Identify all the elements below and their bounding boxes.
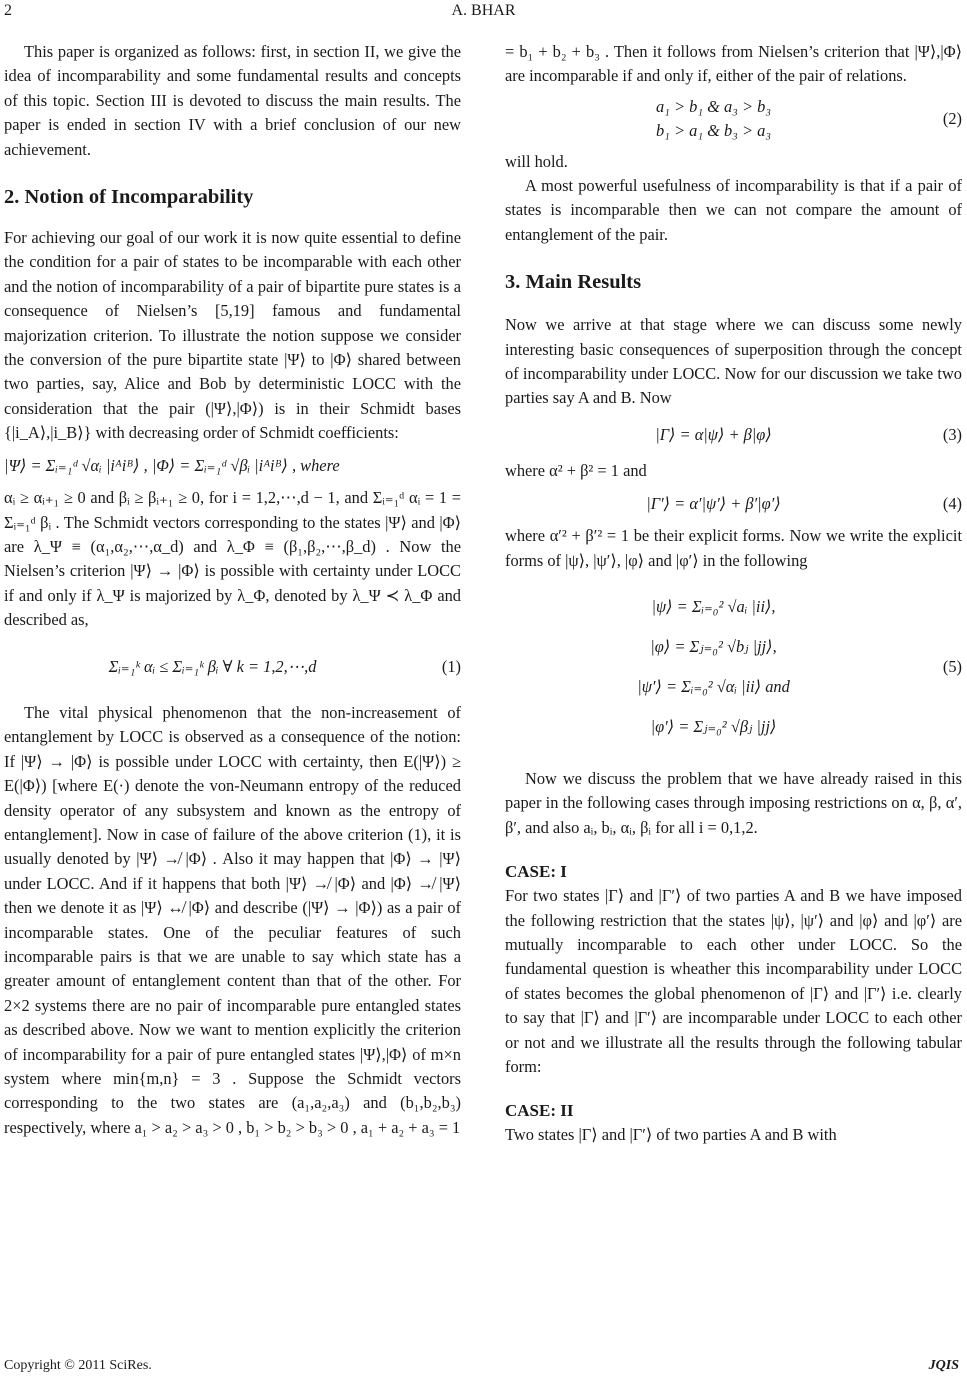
equation-1 [4, 655, 461, 679]
states-equation: |Ψ⟩ = Σᵢ₌₁ᵈ √αᵢ |iᴬiᴮ⟩ , |Φ⟩ = Σᵢ₌₁ᵈ √βᵢ |iᴬiᴮ⟩ , where [4, 455, 340, 475]
equation-2-number: (2) [942, 109, 962, 129]
left-column [4, 40, 461, 1140]
equation-1-body: Σᵢ₌₁ᵏ αᵢ ≤ Σᵢ₌₁ᵏ βᵢ ∀ k = 1,2,⋯,d [108, 656, 317, 676]
arrive-paragraph: Now we arrive at that stage where we can discuss some newly interesting basic consequences of superposition through the concept of incomparability under LOCC. Now for our discussion we take two parties say A and B. Now [505, 315, 962, 408]
where-2-paragraph: where α′² + β′² = 1 be their explicit forms. Now we write the explicit forms of |ψ⟩, |ψ′⟩, |φ⟩ and |φ′⟩ in the following [505, 526, 962, 570]
where-1-text: where α² + β² = 1 and [505, 461, 647, 481]
equation-4 [505, 492, 962, 516]
case-2-paragraph: Two states |Γ⟩ and |Γ′⟩ of two parties A and B with [505, 1125, 837, 1145]
equation-4-body: |Γ′⟩ = α′|ψ′⟩ + β′|φ′⟩ [646, 493, 781, 513]
equation-3-number: (3) [942, 424, 962, 444]
case-1-paragraph: For two states |Γ⟩ and |Γ′⟩ of two parties A and B we have imposed the following restriction that the states |ψ⟩, |ψ′⟩ and |φ⟩ and |φ′⟩ are mutually incomparable to each other under LOCC. So the fundamental question is wheather this incomparability under LOCC of states becomes the global phenomenon of |Γ⟩ and |Γ′⟩ i.e. clearly to say that |Γ⟩ and |Γ′⟩ are incomparable under LOCC to each other or not and we illustrate all the results through the following tabular form: [505, 886, 962, 1076]
conditions-paragraph: αᵢ ≥ αᵢ₊₁ ≥ 0 and βᵢ ≥ βᵢ₊₁ ≥ 0, for i = 1,2,⋯,d − 1, and Σᵢ₌₁ᵈ αᵢ = 1 = Σᵢ₌₁ᵈ βᵢ . The Schmidt vectors corresponding to the states |Ψ⟩ and |Φ⟩ are λ_Ψ ≡ (α₁,α₂,⋯,α_d) and λ_Φ ≡ (β₁,β₂,⋯,β_d) . Now the Nielsen’s criterion |Ψ⟩ → |Φ⟩ is possible with certainty under LOCC if and only if λ_Ψ is majorized by λ_Φ, denoted by λ_Ψ ≺ λ_Φ and described as, [4, 488, 461, 630]
equation-1-number: (1) [441, 656, 461, 676]
will-hold-text: will hold. [505, 151, 568, 171]
equation-2 [505, 95, 962, 144]
equation-2-line-2: b₁ > a₁ & b₃ > a₃ [655, 121, 772, 141]
equation-5-line-1: |ψ⟩ = Σᵢ₌₀² √aᵢ |ii⟩, [651, 596, 776, 616]
equation-5-line-2: |φ⟩ = Σⱼ₌₀² √bⱼ |jj⟩, [650, 636, 777, 656]
equation-5 [505, 587, 962, 747]
notion-paragraph: For achieving our goal of our work it is now quite essential to define the condition for a pair of states to be incomparable with each other and the notion of incomparability of a pair of bipartite pure states is a consequence of Nielsen’s [5,19] famous and fundamental majorization criterion. To illustrate the notion suppose we consider the conversion of the pure bipartite state |Ψ⟩ to |Φ⟩ shared between two parties, say, Alice and Bob by deterministic LOCC with the consideration that the pair (|Ψ⟩,|Φ⟩) is in their Schmidt bases {|i_A⟩,|i_B⟩} with decreasing order of Schmidt coefficients: [4, 228, 461, 443]
continuation-paragraph: = b₁ + b₂ + b₃ . Then it follows from Nielsen’s criterion that |Ψ⟩,|Φ⟩ are incomparable if and only if, either of the pair of relations. [505, 42, 962, 86]
equation-3 [505, 423, 962, 447]
equation-3-body: |Γ⟩ = α|ψ⟩ + β|φ⟩ [655, 424, 772, 444]
discuss-paragraph: Now we discuss the problem that we have already raised in this paper in the following cases through imposing restrictions on α, β, α′, β′, and also aᵢ, bᵢ, αᵢ, βᵢ for all i = 0,1,2. [505, 768, 962, 837]
section-2-heading: 2. Notion of Incomparability [4, 186, 254, 209]
section-3-heading: 3. Main Results [505, 271, 642, 294]
case-1-heading: CASE: I [505, 862, 567, 882]
case-2-heading: CASE: II [505, 1101, 574, 1121]
page-number: 2 [4, 2, 12, 19]
right-column [505, 40, 962, 1148]
copyright-footer: Copyright © 2011 SciRes. [4, 1358, 152, 1373]
intro-paragraph: This paper is organized as follows: first, in section II, we give the idea of incomparability and some fundamental results and concepts of this topic. Section III is devoted to discuss the main results. The paper is ended in section IV with a brief conclusion of our new achievement. [4, 42, 461, 159]
equation-5-number: (5) [942, 656, 962, 676]
equation-5-line-3: |ψ′⟩ = Σᵢ₌₀² √αᵢ |ii⟩ and [637, 676, 790, 696]
running-head: A. BHAR [451, 2, 516, 19]
equation-5-line-4: |φ′⟩ = Σⱼ₌₀² √βⱼ |jj⟩ [650, 716, 777, 736]
equation-4-number: (4) [942, 493, 962, 513]
powerful-paragraph: A most powerful usefulness of incomparability is that if a pair of states is incomparable then we can not compare the amount of entanglement of the pair. [505, 176, 962, 244]
journal-footer: JQIS [928, 1358, 959, 1373]
vital-paragraph: The vital physical phenomenon that the non-increasement of entanglement by LOCC is observed as a consequence of the notion: If |Ψ⟩ → |Φ⟩ is possible under LOCC with certainty, then E(|Ψ⟩) ≥ E(|Φ⟩) [where E(·) denote the von-Neumann entropy of the reduced density operator of any subsystem and known as the entropy of entanglement]. Now in case of failure of the above criterion (1), it is usually denoted by |Ψ⟩ ↛ |Φ⟩ . Also it may happen that |Φ⟩ → |Ψ⟩ under LOCC. And if it happens that both |Ψ⟩ ↛ |Φ⟩ and |Φ⟩ ↛ |Ψ⟩ then we denote it as |Ψ⟩ ↮ |Φ⟩ and describe (|Ψ⟩ → |Φ⟩) as a pair of incomparable states. One of the peculiar features of such incomparable pairs is that we are unable to say which state has a greater amount of entanglement content than that of the other. For 2×2 systems there are no pair of incomparable pure entangled states as described above. Now we want to mention explicitly the criterion of incomparability for a pair of pure entangled states |Ψ⟩,|Φ⟩ of m×n system where min{m,n} = 3 . Suppose the Schmidt vectors corresponding to the two states are (a₁,a₂,a₃) and (b₁,b₂,b₃) respectively, where a₁ > a₂ > a₃ > 0 , b₁ > b₂ > b₃ > 0 , a₁ + a₂ + a₃ = 1 [4, 702, 461, 1137]
equation-2-line-1: a₁ > b₁ & a₃ > b₃ [655, 96, 772, 116]
